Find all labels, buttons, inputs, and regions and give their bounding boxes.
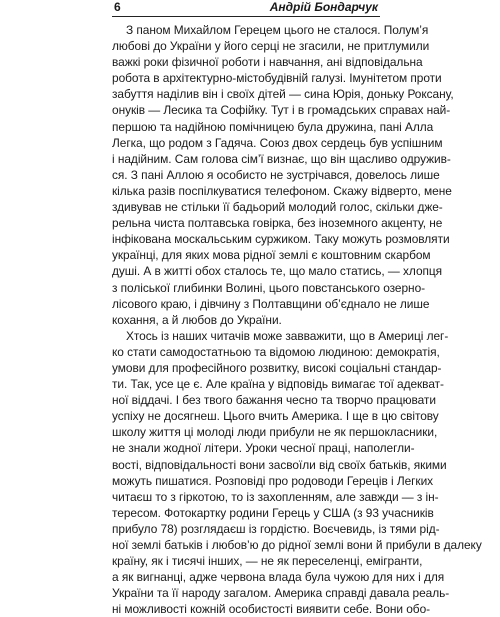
text-line: лісового краю, і дівчину з Полтавщини об’єднало не лише xyxy=(112,296,430,311)
text-line: успіху не досягнеш. Цього вчить Америка. І ще в цю світову xyxy=(112,409,439,424)
text-line: онуків — Лесика та Софійку. Тут і в громадських справах най- xyxy=(112,103,451,118)
paragraph xyxy=(112,328,482,617)
text-line: здивував не стільки її бадьорий молодий голос, скільки дже- xyxy=(112,200,443,215)
text-line: з поліської глибинки Волині, цього повстанського озерно- xyxy=(112,280,426,295)
text-line: ти. Так, усе це є. Але країна у відповідь вимагає тої адекват- xyxy=(112,377,444,392)
text-line: інфікована москальським суржиком. Таку можуть розмовляти xyxy=(112,232,450,247)
text-line: кілька разів поспілкуватися телефоном. Скажу відверто, мене xyxy=(112,183,452,198)
text-line: Легка, що родом з Гадяча. Союз двох сердець був успішним xyxy=(112,135,443,150)
text-line: тересом. Фотокартку родини Герець у США (з 93 учасників xyxy=(112,505,434,520)
text-line: не знали жодної літери. Уроки чесної праці, наполегли- xyxy=(112,441,415,456)
text-line: читаєш то з гіркотою, то із захопленням, але завжди — з ін- xyxy=(112,489,439,504)
text-line: ко стати самодостатньою та відомою людиною: демократія, xyxy=(112,344,440,359)
text-line: рельна чиста полтавська говірка, без іноземного акценту, не xyxy=(112,216,443,231)
text-line: ної віддачі. І без твого бажання чесно та творчо працювати xyxy=(112,393,436,408)
text-line: школу життя ці молоді люди прибули не як першокласники, xyxy=(112,425,438,440)
text-line: забуття наділив він і своїх дітей — сина Юрія, доньку Роксану, xyxy=(112,87,454,102)
text-line: Хтось із наших читачів може завважити, що в Америці лег- xyxy=(126,328,449,343)
text-line: важкі роки фізичної роботи і навчання, ані відповідальна xyxy=(112,55,423,70)
body-text xyxy=(112,22,482,617)
paragraph xyxy=(112,22,454,328)
page-number: 6 xyxy=(114,0,121,14)
text-line: любові до України у його серці не згасили, не притлумили xyxy=(112,39,430,54)
text-line: вості, відповідальності вони засвоїли від своїх батьків, якими xyxy=(112,457,447,472)
text-line: робота в архітектурно-містобудівній галузі. Імунітетом проти xyxy=(112,71,442,86)
text-line: душі. А в житті обох сталось те, що мало статись, — хлопця xyxy=(112,264,443,279)
text-line: країну, як і тисячі інших, — не як переселенці, емігранти, xyxy=(112,554,423,569)
running-title: Андрій Бондарчук xyxy=(269,0,378,14)
text-line: першою та надійною помічницею була дружина, пані Алла xyxy=(112,119,434,134)
text-line: ся. З пані Аллою я особисто не зустрічався, довелось лише xyxy=(112,167,440,182)
text-line: З паном Михайлом Герецем цього не сталося. Полум’я xyxy=(126,23,429,37)
text-line: України та її народу загалом. Америка справді давала реаль- xyxy=(112,586,450,601)
text-line: і надійним. Сам голова сім’ї визнає, що він щасливо одружив- xyxy=(112,151,451,166)
text-line: українці, для яких мова рідної землі є коштовним скарбом xyxy=(112,248,431,263)
text-line: можуть пишатися. Розповіді про родоводи Гереців і Легких xyxy=(112,473,434,488)
page-header xyxy=(112,0,380,17)
text-line: ні можливості кожній особистості виявити себе. Вони обо- xyxy=(112,602,431,617)
text-line: прибуло 78) розглядаєш із гордістю. Воєчевидь, із тями рід- xyxy=(112,521,440,536)
text-line: кохання, а й любов до України. xyxy=(112,312,282,327)
text-line: умови для професійного розвитку, високі соціальні стандар- xyxy=(112,360,442,375)
text-line: ної землі батьків і любов’ю до рідної землі вони й прибули в далеку xyxy=(112,538,482,552)
text-line: а як вигнанці, адже червона влада була чужою для них і для xyxy=(112,570,445,585)
